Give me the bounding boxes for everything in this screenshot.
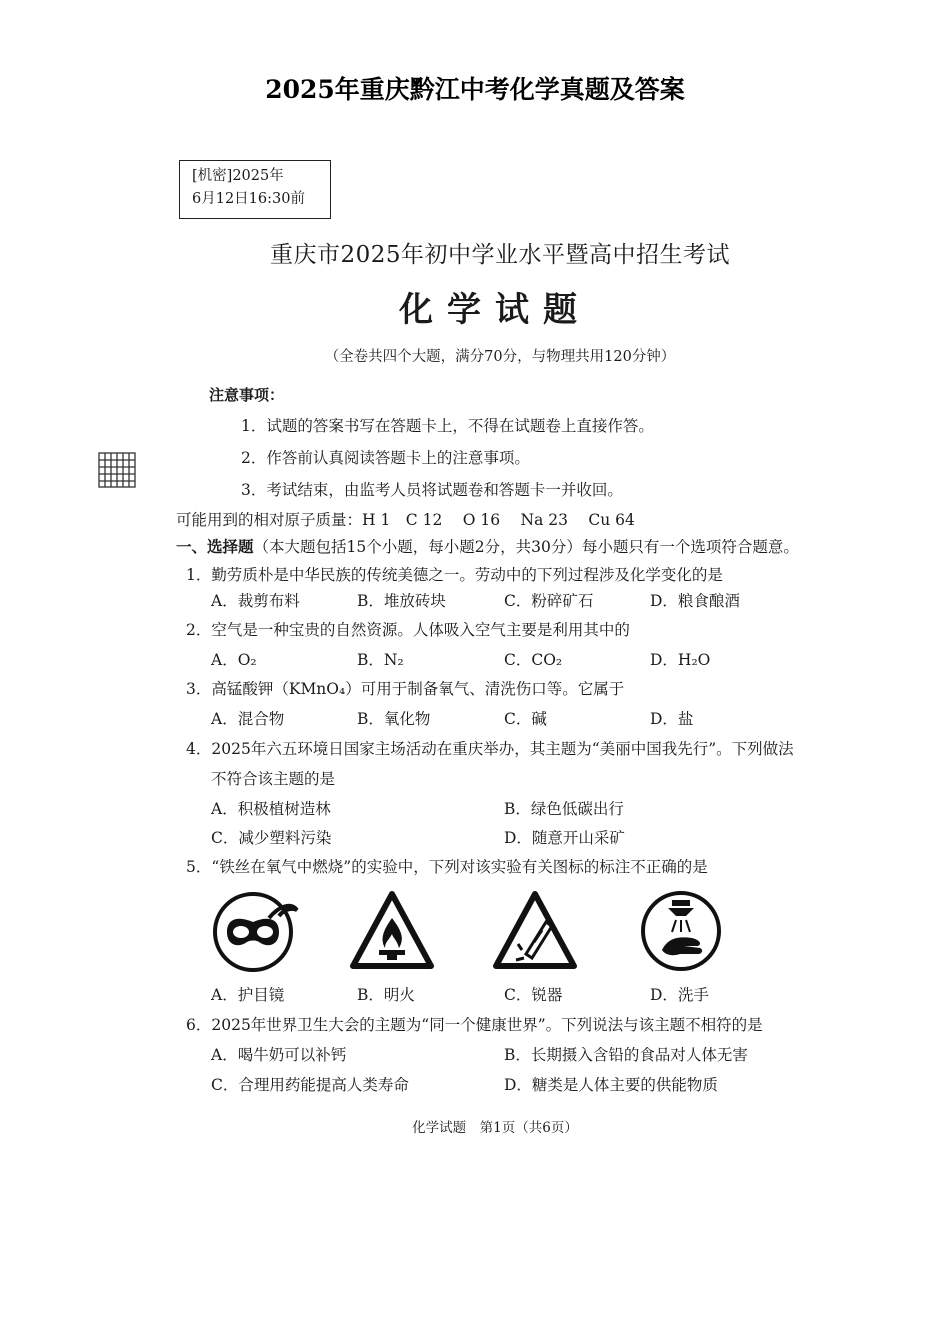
question-1-stem: 1．勤劳质朴是中华民族的传统美德之一。劳动中的下列过程涉及化学变化的是 xyxy=(186,566,723,584)
q1-option-c: C．粉碎矿石 xyxy=(504,592,594,610)
q2-option-d: D．H₂O xyxy=(650,651,711,669)
note-item: 1．试题的答案书写在答题卡上，不得在试题卷上直接作答。 xyxy=(241,417,654,435)
q5-option-b: B．明火 xyxy=(357,986,415,1004)
goggles-icon xyxy=(209,888,301,974)
section-1-desc: （本大题包括15个小题，每小题2分，共30分）每小题只有一个选项符合题意。 xyxy=(253,538,799,556)
confidential-line-2: 6月12日16:30前 xyxy=(192,191,305,207)
q5-option-a: A．护目镜 xyxy=(211,986,285,1004)
q1-option-d: D．粮食酿酒 xyxy=(650,592,740,610)
q3-option-d: D．盐 xyxy=(650,710,694,728)
q4-option-c: C．减少塑料污染 xyxy=(211,829,332,847)
q3-option-c: C．碱 xyxy=(504,710,547,728)
hand-washing-icon xyxy=(638,888,724,974)
q6-option-d: D．糖类是人体主要的供能物质 xyxy=(504,1076,718,1094)
open-flame-icon xyxy=(349,888,435,974)
confidential-line-1: [机密]2025年 xyxy=(192,168,284,184)
question-4-stem-cont: 不符合该主题的是 xyxy=(211,770,336,788)
notes-heading: 注意事项： xyxy=(209,386,285,404)
q2-option-c: C．CO₂ xyxy=(504,651,563,669)
page-footer: 化学试题 第1页（共6页） xyxy=(412,1120,578,1136)
q2-option-b: B．N₂ xyxy=(357,651,404,669)
note-item: 2．作答前认真阅读答题卡上的注意事项。 xyxy=(241,449,530,467)
question-4-stem: 4．2025年六五环境日国家主场活动在重庆举办，其主题为“美丽中国我先行”。下列做法 xyxy=(186,740,794,758)
subject-title: 化学试题 xyxy=(399,290,591,330)
q4-option-d: D．随意开山采矿 xyxy=(504,829,625,847)
question-6-stem: 6．2025年世界卫生大会的主题为“同一个健康世界”。下列说法与该主题不相符的是 xyxy=(186,1016,763,1034)
q1-option-a: A．裁剪布料 xyxy=(211,592,300,610)
q1-option-b: B．堆放砖块 xyxy=(357,592,446,610)
exam-name: 重庆市2025年初中学业水平暨高中招生考试 xyxy=(269,242,731,268)
exam-scope: （全卷共四个大题，满分70分，与物理共用120分钟） xyxy=(324,349,676,365)
q3-option-a: A．混合物 xyxy=(211,710,285,728)
q6-option-b: B．长期摄入含铅的食品对人体无害 xyxy=(504,1046,748,1064)
q5-option-c: C．锐器 xyxy=(504,986,563,1004)
note-item: 3．考试结束，由监考人员将试题卷和答题卡一并收回。 xyxy=(241,481,623,499)
q5-option-d: D．洗手 xyxy=(650,986,709,1004)
question-2-stem: 2．空气是一种宝贵的自然资源。人体吸入空气主要是利用其中的 xyxy=(186,621,630,639)
sharp-object-icon xyxy=(492,888,578,974)
q6-option-c: C．合理用药能提高人类寿命 xyxy=(211,1076,409,1094)
section-1-label: 一、选择题 xyxy=(176,537,254,556)
q2-option-a: A．O₂ xyxy=(211,651,257,669)
section-1-heading xyxy=(176,535,799,557)
grid-icon xyxy=(98,452,136,488)
q4-option-a: A．积极植树造林 xyxy=(211,800,331,818)
document-title: 2025年重庆黔江中考化学真题及答案 xyxy=(265,75,685,104)
q4-option-b: B．绿色低碳出行 xyxy=(504,800,624,818)
atomic-masses: 可能用到的相对原子质量：H 1 C 12 O 16 Na 23 Cu 64 xyxy=(176,511,635,529)
question-3-stem: 3．高锰酸钾（KMnO₄）可用于制备氧气、清洗伤口等。它属于 xyxy=(186,680,625,698)
confidential-stamp xyxy=(179,160,331,219)
q6-option-a: A．喝牛奶可以补钙 xyxy=(211,1046,347,1064)
question-5-stem: 5．“铁丝在氧气中燃烧”的实验中，下列对该实验有关图标的标注不正确的是 xyxy=(186,858,708,876)
q3-option-b: B．氧化物 xyxy=(357,710,431,728)
